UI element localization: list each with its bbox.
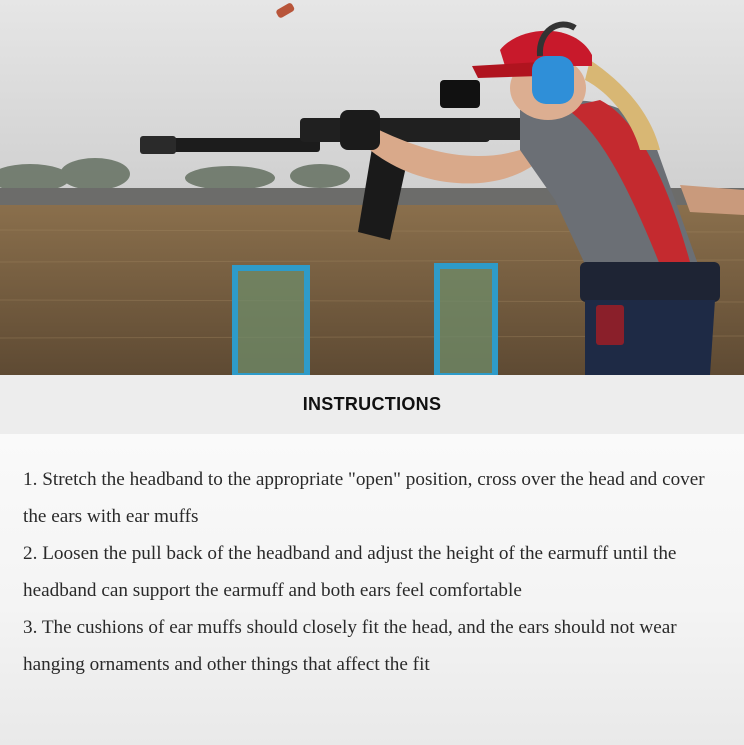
target-stand-left [235, 268, 307, 375]
heading-band [0, 375, 744, 434]
section-title: INSTRUCTIONS [302, 394, 442, 414]
instruction-list [23, 461, 723, 683]
instruction-item: 1. Stretch the headband to the appropriate "open" position, cross over the head and cover the ears with ear muffs [23, 469, 705, 527]
target-stand-right [437, 266, 495, 375]
instruction-item: 2. Loosen the pull back of the headband and adjust the height of the earmuff until the headband can support the earmuff and both ears feel comfortable [23, 543, 677, 601]
earmuff-icon [532, 56, 574, 104]
instruction-item: 3. The cushions of ear muffs should closely fit the head, and the ears should not wear hanging ornaments and other things that affect the fit [23, 617, 677, 675]
